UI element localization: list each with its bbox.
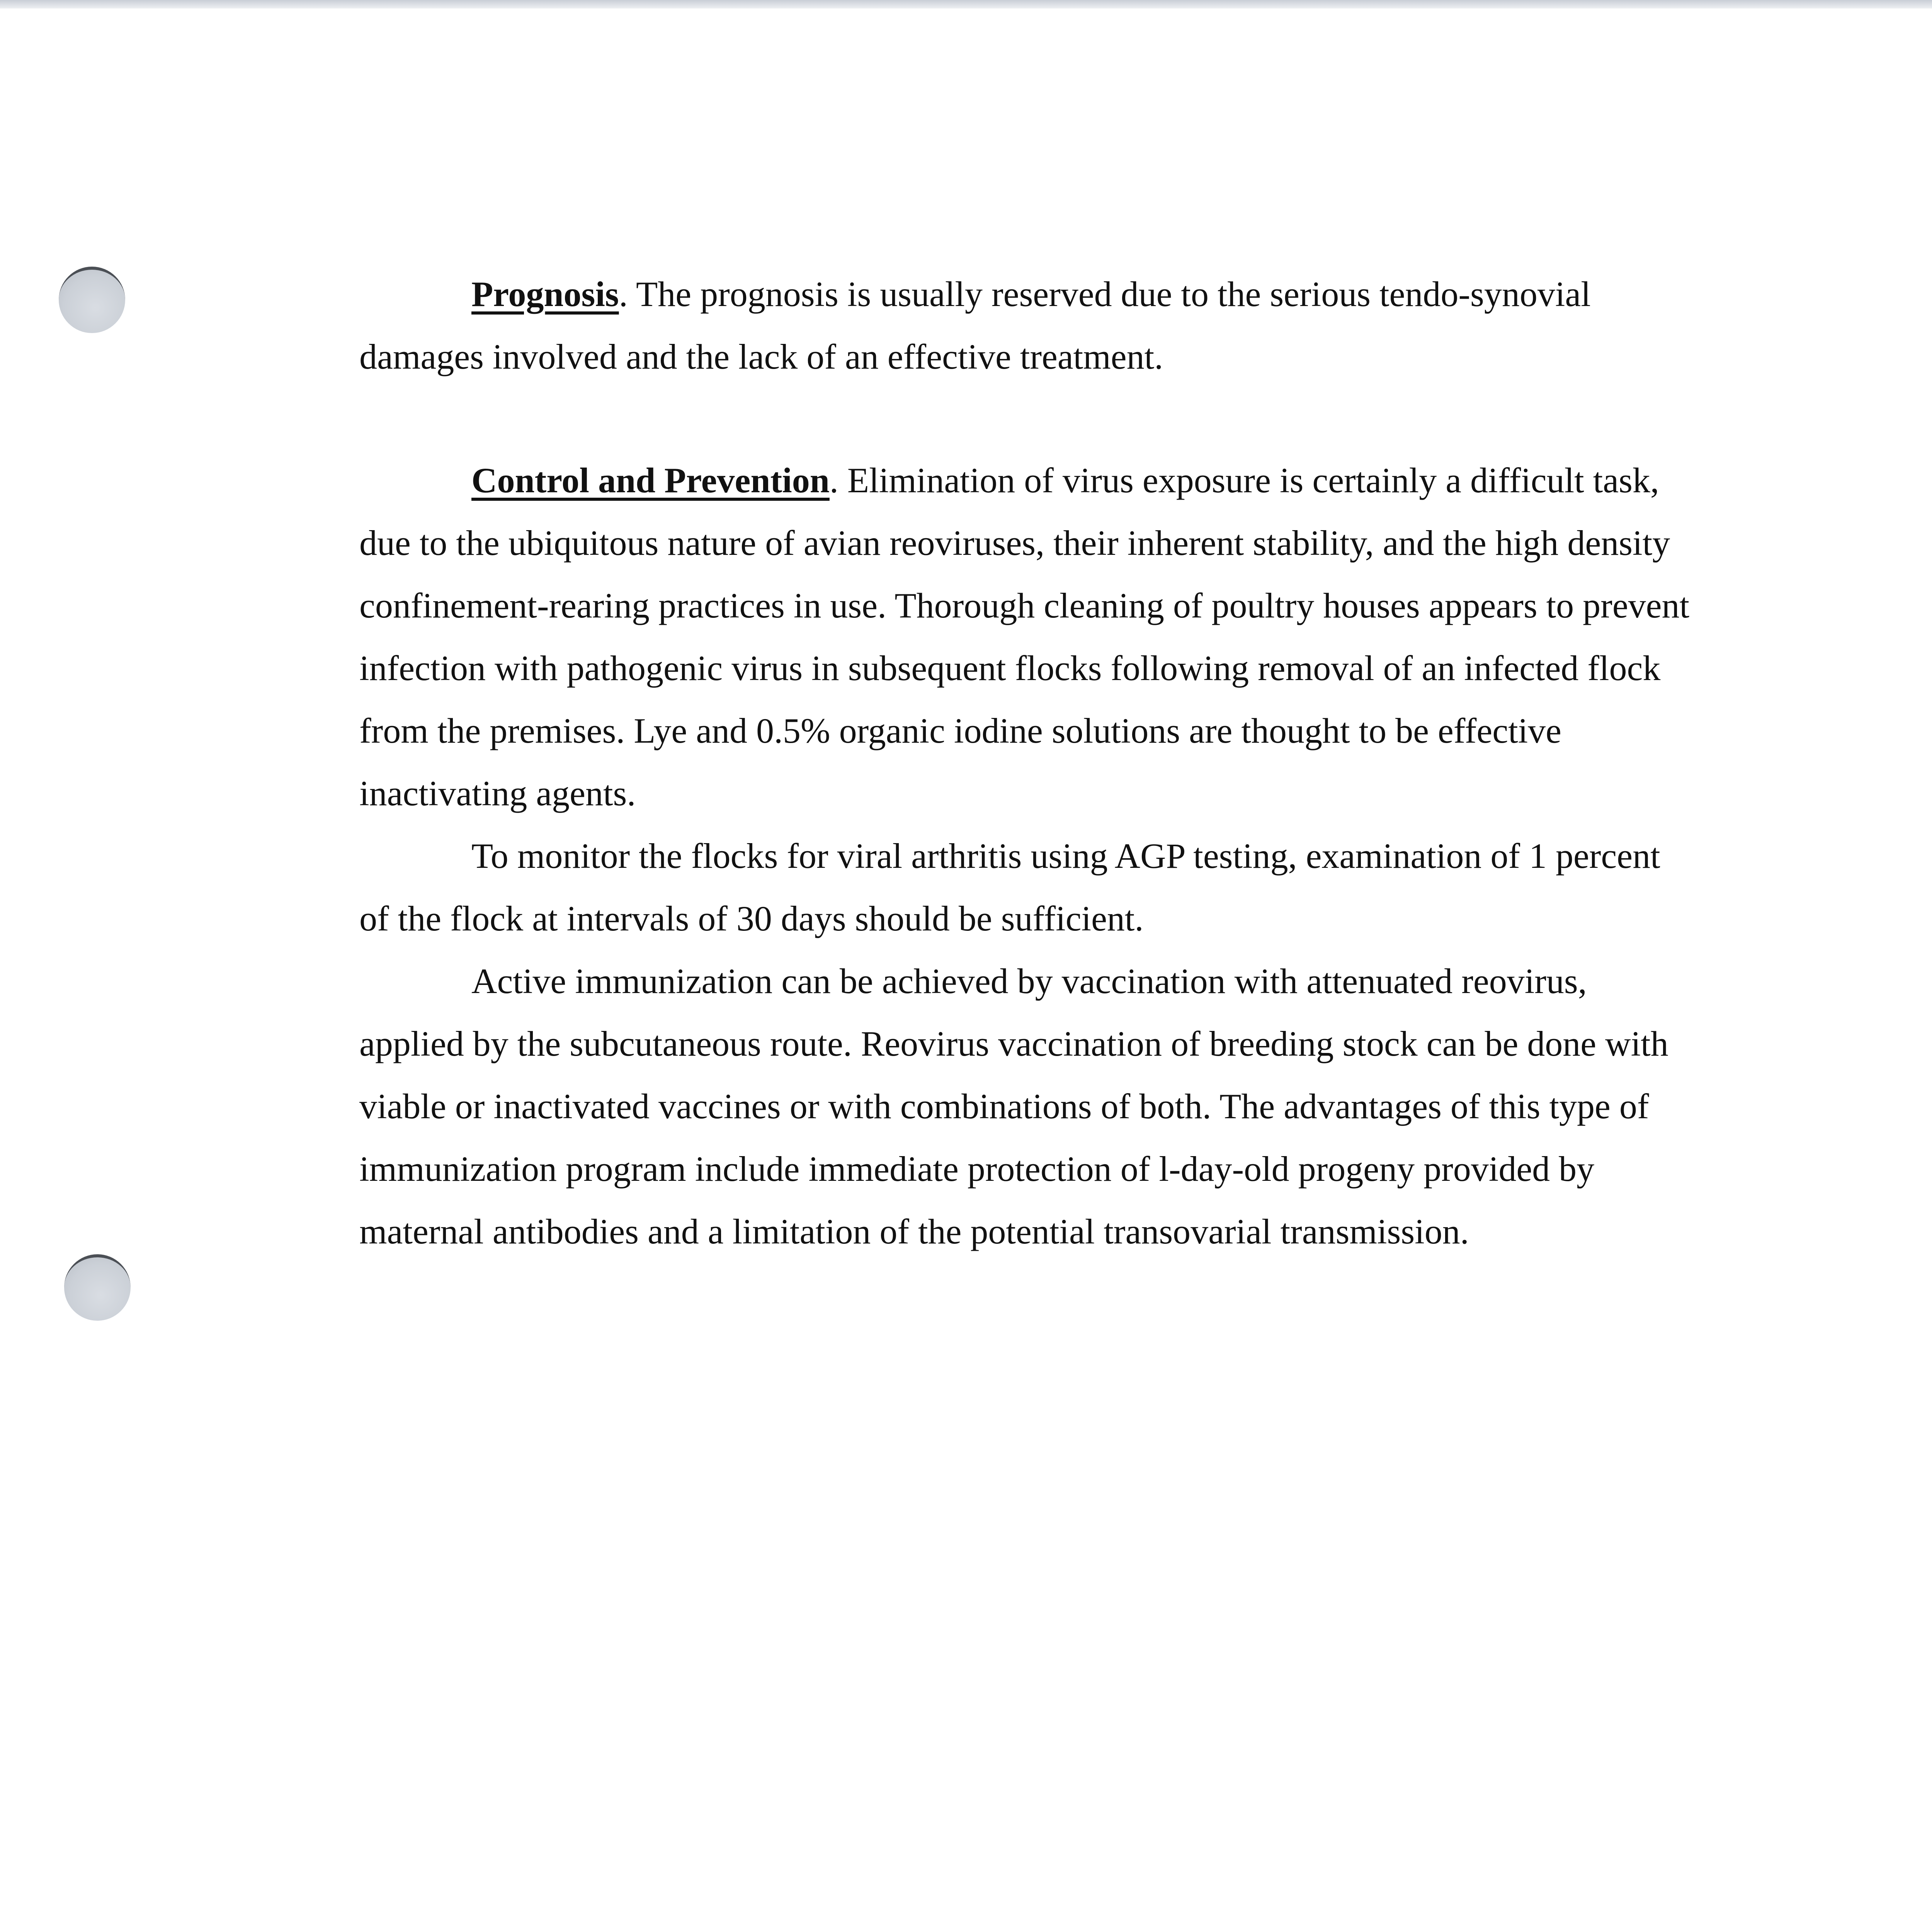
- binder-hole-middle: [64, 1254, 131, 1321]
- immunization-paragraph: Active immunization can be achieved by vaccination with attenuated reovirus, applied by the subcutaneous route. Reovirus vaccination of breeding stock can be done with viable or inactivated vaccines or with combinations of both. The advantages of this type of immunization program include immediate protection of l-day-old progeny provided by maternal antibodies and a limitation of the potential transovarial transmission.: [359, 961, 1668, 1251]
- prognosis-text: . The prognosis is usually reserved due to the serious tendo-synovial damages involved and the lack of an effective treatment.: [359, 274, 1591, 376]
- control-prevention-paragraph: [359, 449, 1692, 825]
- binder-hole-top: [59, 267, 125, 333]
- monitoring-paragraph: To monitor the flocks for viral arthritis using AGP testing, examination of 1 percent of the flock at intervals of 30 days should be sufficient.: [359, 836, 1660, 938]
- document-body: [359, 263, 1692, 1263]
- control-prevention-text: . Elimination of virus exposure is certainly a difficult task, due to the ubiquitous nature of avian reoviruses, their inherent stability, and the high density confinement-rearing practices in use. Thorough cleaning of poultry houses appears to prevent infection with pathogenic virus in subsequent flocks following removal of an infected flock from the premises. Lye and 0.5% organic iodine solutions are thought to be effective inactivating agents.: [359, 461, 1690, 813]
- prognosis-heading: Prognosis: [471, 274, 619, 314]
- prognosis-paragraph: [359, 263, 1692, 388]
- control-prevention-heading: Control and Prevention: [471, 461, 830, 500]
- scan-edge-top: [0, 0, 1932, 9]
